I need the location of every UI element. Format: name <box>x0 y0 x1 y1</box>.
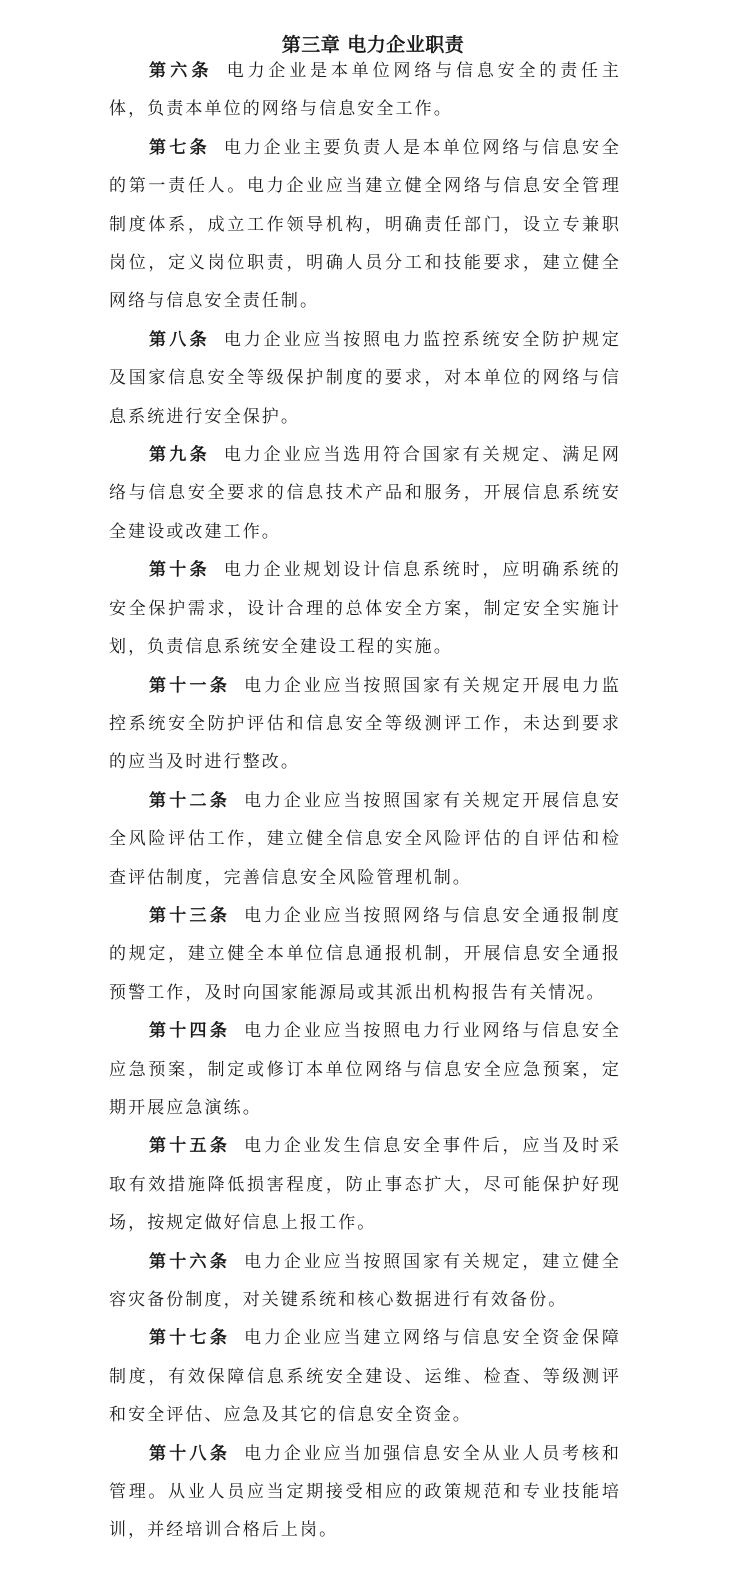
article-text: 电力企业应当按照国家有关规定开展信息安全风险评估工作，建立健全信息安全风险评估的自评估和检查评估制度，完善信息安全风险管理机制。 <box>109 790 621 888</box>
article-6 <box>109 52 621 129</box>
article-text: 电力企业主要负责人是本单位网络与信息安全的第一责任人。电力企业应当建立健全网络与信息安全管理制度体系，成立工作领导机构，明确责任部门，设立专兼职岗位，定义岗位职责，明确人员分工和技能要求，建立健全网络与信息安全责任制。 <box>109 137 622 312</box>
article-text: 电力企业应当选用符合国家有关规定、满足网络与信息安全要求的信息技术产品和服务，开展信息系统安全建设或改建工作。 <box>109 445 622 542</box>
article-text: 电力企业应当按照电力监控系统安全防护规定及国家信息安全等级保护制度的要求，对本单位的网络与信息系统进行安全保护。 <box>109 329 622 427</box>
article-text: 电力企业是本单位网络与信息安全的责任主体，负责本单位的网络与信息安全工作。 <box>109 61 621 120</box>
article-text: 电力企业应当按照国家有关规定开展电力监控系统安全防护评估和信息安全等级测评工作，未达到要求的应当及时进行整改。 <box>109 675 621 773</box>
article-10 <box>109 551 621 666</box>
article-text: 电力企业应当建立网络与信息安全资金保障制度，有效保障信息系统安全建设、运维、检查、等级测评和安全评估、应急及其它的信息安全资金。 <box>109 1328 621 1426</box>
article-title: 第九条 <box>149 445 210 466</box>
article-title: 第十一条 <box>149 675 231 696</box>
article-title: 第十条 <box>149 560 210 581</box>
article-title: 第七条 <box>149 137 210 158</box>
article-title: 第十八条 <box>149 1443 231 1464</box>
article-text: 电力企业应当按照电力行业网络与信息安全应急预案，制定或修订本单位网络与信息安全应急预案，定期开展应急演练。 <box>109 1021 621 1118</box>
article-title: 第八条 <box>149 329 210 350</box>
article-9 <box>109 436 621 551</box>
article-title: 第十六条 <box>149 1251 231 1272</box>
article-title: 第十五条 <box>149 1136 231 1157</box>
article-13 <box>109 897 621 1012</box>
article-15 <box>109 1127 621 1242</box>
article-title: 第十二条 <box>149 790 231 811</box>
article-text: 电力企业应当加强信息安全从业人员考核和管理。从业人员应当定期接受相应的政策规范和专业技能培训，并经培训合格后上岗。 <box>109 1443 621 1541</box>
article-title: 第十四条 <box>149 1021 231 1042</box>
article-text: 电力企业发生信息安全事件后，应当及时采取有效措施降低损害程度，防止事态扩大，尽可能保护好现场，按规定做好信息上报工作。 <box>109 1136 621 1234</box>
article-8 <box>109 321 621 436</box>
article-18 <box>109 1435 621 1550</box>
document-body <box>109 52 621 1550</box>
article-16 <box>109 1243 621 1320</box>
article-text: 电力企业应当按照国家有关规定，建立健全容灾备份制度，对关键系统和核心数据进行有效备份。 <box>109 1251 621 1310</box>
article-title: 第十七条 <box>149 1328 231 1349</box>
article-text: 电力企业应当按照网络与信息安全通报制度的规定，建立健全本单位信息通报机制，开展信息安全通报预警工作，及时向国家能源局或其派出机构报告有关情况。 <box>109 905 621 1003</box>
article-7 <box>109 129 621 321</box>
article-14 <box>109 1012 621 1127</box>
article-11 <box>109 667 621 782</box>
cropped-previous-line <box>150 0 620 6</box>
chapter-title: 第三章 电力企业职责 <box>281 33 465 56</box>
article-text: 电力企业规划设计信息系统时，应明确系统的安全保护需求，设计合理的总体安全方案，制定安全实施计划，负责信息系统安全建设工程的实施。 <box>109 560 622 658</box>
article-title: 第十三条 <box>149 905 231 926</box>
article-17 <box>109 1319 621 1434</box>
article-12 <box>109 782 621 897</box>
article-title: 第六条 <box>149 61 213 81</box>
